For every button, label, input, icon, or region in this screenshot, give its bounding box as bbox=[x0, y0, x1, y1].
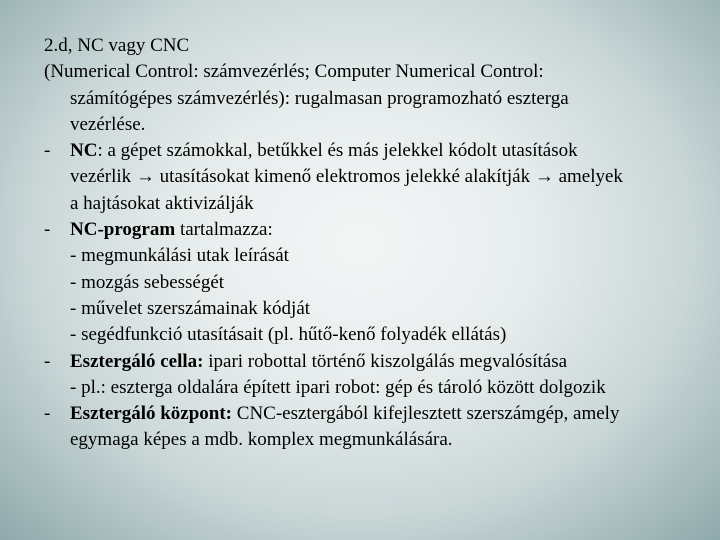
center-term: Esztergáló központ: bbox=[70, 403, 233, 425]
program-item: - művelet szerszámainak kódját bbox=[70, 297, 311, 319]
cell-rest: ipari robottal történő kiszolgálás megvalósítása bbox=[203, 350, 568, 372]
nc-line-1: : a gépet számokkal, betűkkel és más jelekkel kódolt utasítások bbox=[97, 140, 578, 162]
program-item: - megmunkálási utak leírását bbox=[70, 245, 289, 267]
program-item: - mozgás sebességét bbox=[70, 271, 225, 293]
bullet-esztergalo-cella bbox=[44, 349, 714, 402]
cell-term: Esztergáló cella: bbox=[70, 350, 204, 372]
center-line-1: CNC-esztergából kifejlesztett szerszámgép, amely bbox=[232, 403, 620, 425]
center-line-2: egymaga képes a mdb. komplex megmunkálására. bbox=[70, 429, 453, 451]
slide-title: 2.d, NC vagy CNC bbox=[44, 35, 190, 56]
bullet-esztergalo-kozpont bbox=[44, 401, 714, 454]
bullet-marker: - bbox=[44, 403, 51, 425]
nc-term: NC bbox=[70, 140, 98, 162]
bullet-marker: - bbox=[44, 350, 51, 372]
bullet-nc bbox=[44, 138, 714, 217]
cell-sub: - pl.: eszterga oldalára épített ipari robot: gép és tároló között dolgozik bbox=[70, 376, 606, 398]
bullet-nc-program bbox=[44, 217, 714, 348]
bullet-marker: - bbox=[44, 219, 51, 241]
program-item: - segédfunkció utasításait (pl. hűtő-kenő folyadék ellátás) bbox=[70, 324, 507, 346]
slide-body bbox=[44, 33, 714, 454]
nc-line-2: vezérlik → utasításokat kimenő elektromos jelekké alakítják → amelyek bbox=[70, 166, 623, 188]
nc-program-rest: tartalmazza: bbox=[175, 219, 273, 241]
intro-line-3: vezérlése. bbox=[70, 113, 146, 135]
intro-line-2: számítógépes számvezérlés): rugalmasan programozható eszterga bbox=[70, 87, 569, 109]
intro-line-1: (Numerical Control: számvezérlés; Computer Numerical Control: bbox=[44, 61, 544, 83]
bullet-marker: - bbox=[44, 140, 51, 162]
nc-program-term: NC-program bbox=[70, 219, 176, 241]
nc-line-3: a hajtásokat aktivizálják bbox=[70, 192, 254, 214]
